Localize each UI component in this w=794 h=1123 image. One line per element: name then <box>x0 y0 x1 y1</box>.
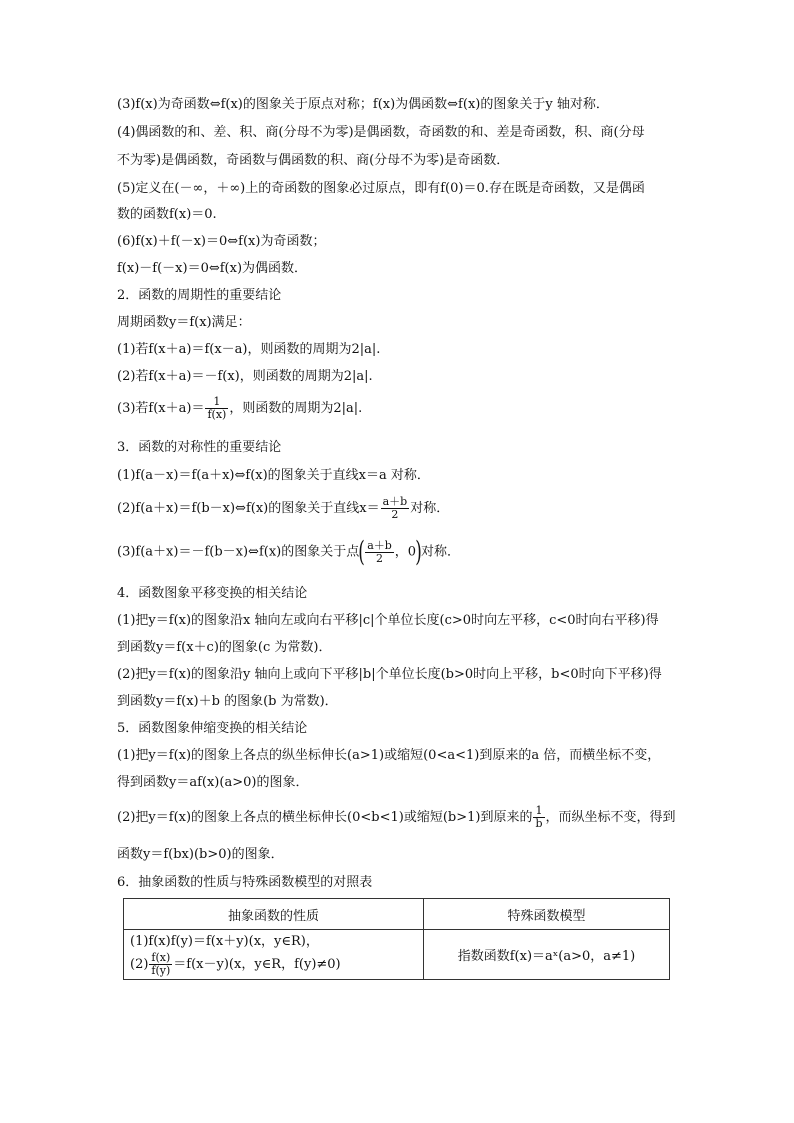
text-line: (6)f(x)＋f(－x)＝0⇔f(x)为奇函数； <box>117 234 326 249</box>
text-segment: 对称． <box>421 544 461 560</box>
text-line: (2)把y＝f(x)的图象沿y 轴向上或向下平移|b|个单位长度(b>0时向上平移，b<0时向下平移)得 <box>117 667 662 682</box>
text-line: (2)若f(x＋a)＝－f(x)，则函数的周期为2|a|. <box>117 369 373 384</box>
text-line: (5)定义在(－∞，＋∞)上的奇函数的图象必过原点，即有f(0)＝0.存在既是奇函数，又是偶函 <box>117 181 645 196</box>
text-segment: ，则函数的周期为2|a|. <box>229 401 363 416</box>
text-segment: ，0 <box>394 544 417 560</box>
section-heading: 2．函数的周期性的重要结论 <box>117 288 282 303</box>
text-segment: (3)f(a＋x)＝－f(b－x)⇔f(x)的图象关于点 <box>117 544 360 560</box>
fraction-denominator: f(y) <box>151 964 171 977</box>
text-segment: (3)若f(x＋a)＝ <box>117 401 205 416</box>
text-segment: ，而纵坐标不变，得到 <box>545 810 676 825</box>
property-line-fraction <box>130 952 417 977</box>
text-segment: ＝f(x－y)(x，y∈R，f(y)≠0) <box>173 957 341 972</box>
section-heading: 6．抽象函数的性质与特殊函数模型的对照表 <box>117 875 373 890</box>
property-line: (1)f(x)f(y)＝f(x＋y)(x，y∈R)， <box>130 934 319 949</box>
text-line-fraction <box>117 535 461 568</box>
fraction-numerator: 1 <box>535 804 543 817</box>
text-line: 周期函数y＝f(x)满足： <box>117 315 251 330</box>
fraction <box>205 396 228 421</box>
text-line-fraction <box>117 496 449 521</box>
text-line: (3)f(x)为奇函数⇔f(x)的图象关于原点对称；f(x)为偶函数⇔f(x)的图象关于y 轴对称． <box>117 97 609 112</box>
fraction-denominator: 2 <box>365 552 394 565</box>
text-segment: 对称． <box>410 501 450 516</box>
table-header-row <box>124 899 670 930</box>
text-segment: (2)f(a＋x)＝f(b－x)⇔f(x)的图象关于直线x＝ <box>117 501 380 516</box>
left-paren: ( <box>358 535 365 568</box>
text-segment: (2)把y＝f(x)的图象上各点的横坐标伸长(0<b<1)或缩短(b>1)到原来的 <box>117 810 533 825</box>
text-line: 函数y＝f(bx)(b>0)的图象． <box>117 847 284 862</box>
text-line: f(x)－f(－x)＝0⇔f(x)为偶函数． <box>117 261 308 276</box>
fraction <box>365 540 394 565</box>
table-header-cell: 抽象函数的性质 <box>124 899 424 930</box>
fraction-denominator: f(x) <box>207 408 227 421</box>
fraction-numerator: a＋b <box>367 538 392 552</box>
text-line: 到函数y＝f(x＋c)的图象(c 为常数)． <box>117 640 332 655</box>
text-line: 得到函数y＝af(x)(a>0)的图象． <box>117 775 309 790</box>
text-line: 数的函数f(x)＝0. <box>117 207 217 222</box>
right-paren: ) <box>415 535 422 568</box>
text-line: (1)把y＝f(x)的图象沿x 轴向左或向右平移|c|个单位长度(c>0时向左平移，c<0时向右平移)得 <box>117 613 659 628</box>
text-line: (1)若f(x＋a)＝f(x－a)，则函数的周期为2|a|. <box>117 342 381 357</box>
table-cell-properties <box>124 930 424 980</box>
section-heading: 3．函数的对称性的重要结论 <box>117 440 282 455</box>
fraction <box>533 805 544 830</box>
fraction-numerator: a＋b <box>382 495 408 508</box>
text-segment: (2) <box>130 957 149 972</box>
table-header-cell: 特殊函数模型 <box>424 899 670 930</box>
text-line: (4)偶函数的和、差、积、商(分母不为零)是偶函数，奇函数的和、差是奇函数，积、商(分母 <box>117 125 645 140</box>
text-line: (1)把y＝f(x)的图象上各点的纵坐标伸长(a>1)或缩短(0<a<1)到原来的a 倍，而横坐标不变， <box>117 748 661 763</box>
fraction-denominator: 2 <box>381 508 410 521</box>
comparison-table <box>123 898 670 980</box>
fraction-numerator: f(x) <box>151 951 171 964</box>
text-line-fraction <box>117 805 676 830</box>
fraction <box>381 496 410 521</box>
fraction-denominator: b <box>535 817 543 830</box>
table-cell-model: 指数函数f(x)＝aˣ(a>0，a≠1) <box>424 930 670 980</box>
table-row <box>124 930 670 980</box>
section-heading: 5．函数图象伸缩变换的相关结论 <box>117 721 308 736</box>
section-heading: 4．函数图象平移变换的相关结论 <box>117 586 308 601</box>
text-line-fraction <box>117 396 362 421</box>
text-line: (1)f(a－x)＝f(a＋x)⇔f(x)的图象关于直线x＝a 对称． <box>117 468 430 483</box>
text-line: 不为零)是偶函数，奇函数与偶函数的积、商(分母不为零)是奇函数． <box>117 153 510 168</box>
text-line: 到函数y＝f(x)＋b 的图象(b 为常数)． <box>117 694 338 709</box>
fraction-numerator: 1 <box>213 395 221 408</box>
fraction <box>149 952 172 977</box>
